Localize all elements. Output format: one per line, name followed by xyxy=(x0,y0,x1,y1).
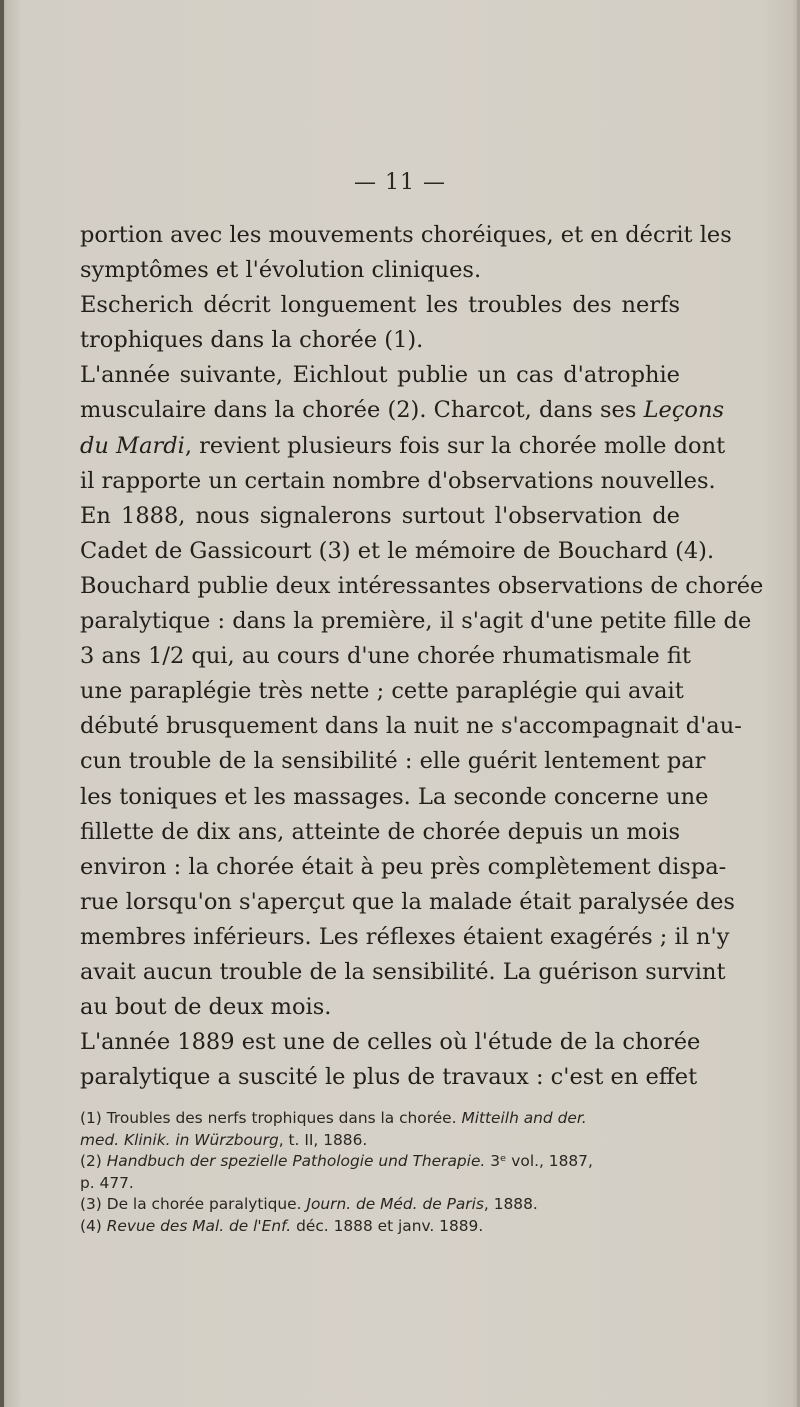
footnote-line xyxy=(80,1194,680,1216)
footnote-text: , 1888. xyxy=(483,1195,538,1214)
text-line: paralytique : dans la première, il s'agit d'une petite fille de xyxy=(80,608,752,635)
text-line: L'année suivante, Eichlout publie un cas d'atrophie xyxy=(80,362,680,389)
paragraph-3 xyxy=(80,358,726,498)
text-line: fillette de dix ans, atteinte de chorée depuis un mois xyxy=(80,818,680,845)
text-line: environ : la chorée était à peu près complètement dispa- xyxy=(80,853,727,880)
italic-title: Leçons xyxy=(643,397,725,424)
text-line: Bouchard publie deux intéressantes observations de chorée xyxy=(80,572,764,599)
text-line: débuté brusquement dans la nuit ne s'accompagnait d'au- xyxy=(80,713,742,740)
text-line: paralytique a suscité le plus de travaux : c'est en effet xyxy=(80,1064,698,1091)
footnote-text: De la chorée paralytique. xyxy=(106,1195,302,1214)
footnotes xyxy=(80,1108,680,1238)
footnote-3 xyxy=(80,1194,680,1216)
text-line: L'année 1889 est une de celles où l'étude de la chorée xyxy=(80,1029,701,1056)
body-text xyxy=(80,218,764,1095)
footnote-text: déc. 1888 et janv. 1889. xyxy=(291,1216,484,1235)
footnote-number: (3) xyxy=(80,1195,102,1214)
paragraph-5 xyxy=(80,1025,701,1095)
footnote-italic: Handbuch der spezielle Pathologie und Therapie. xyxy=(106,1152,486,1171)
footnote-italic: med. Klinik. in Würzbourg xyxy=(80,1130,279,1149)
footnote-line xyxy=(80,1108,680,1130)
text-line: membres inférieurs. Les réflexes étaient exagérés ; il n'y xyxy=(80,923,730,950)
text-segment: musculaire dans la chorée (2). Charcot, dans ses xyxy=(80,397,637,424)
footnote-1 xyxy=(80,1108,680,1151)
text-line: Escherich décrit longuement les troubles des nerfs xyxy=(80,292,680,319)
paragraph-2 xyxy=(80,288,680,358)
text-line: une paraplégie très nette ; cette paraplégie qui avait xyxy=(80,678,684,705)
text-line: En 1888, nous signalerons surtout l'observation de xyxy=(80,502,680,529)
text-line: symptômes et l'évolution cliniques. xyxy=(80,257,482,284)
text-line: Cadet de Gassicourt (3) et le mémoire de Bouchard (4). xyxy=(80,537,715,564)
footnote-italic: Revue des Mal. de l'Enf. xyxy=(106,1216,292,1235)
footnote-text: Troubles des nerfs trophiques dans la chorée. xyxy=(106,1109,457,1127)
text-line: cun trouble de la sensibilité : elle guérit lentement par xyxy=(80,748,706,775)
text-line: trophiques dans la chorée (1). xyxy=(80,327,424,354)
text-line: au bout de deux mois. xyxy=(80,994,332,1021)
footnote-2 xyxy=(80,1151,680,1194)
italic-title: du Mardi xyxy=(80,432,185,459)
text-segment: , revient plusieurs fois sur la chorée molle dont xyxy=(184,432,726,459)
text-line: il rapporte un certain nombre d'observations nouvelles. xyxy=(80,467,716,494)
footnote-text: 3ᵉ vol., 1887, xyxy=(485,1152,593,1171)
footnote-4 xyxy=(80,1216,680,1238)
footnote-line xyxy=(80,1216,680,1238)
paragraph-1 xyxy=(80,218,732,288)
text-line: rue lorsqu'on s'aperçut que la malade était paralysée des xyxy=(80,888,735,915)
footnote-number: (1) xyxy=(80,1109,102,1127)
text-line: avait aucun trouble de la sensibilité. La guérison survint xyxy=(80,958,726,985)
text-line xyxy=(80,393,725,428)
footnote-number: (2) xyxy=(80,1152,102,1171)
text-line: 3 ans 1/2 qui, au cours d'une chorée rhumatismale fit xyxy=(80,643,691,670)
footnote-number: (4) xyxy=(80,1216,102,1235)
footnote-line xyxy=(80,1151,680,1173)
footnote-line xyxy=(80,1130,680,1152)
paragraph-4 xyxy=(80,499,764,1025)
text-line xyxy=(80,429,726,464)
footnote-text: , t. II, 1886. xyxy=(278,1130,368,1149)
footnote-italic: Mitteilh and der. xyxy=(461,1109,587,1127)
page-binding-edge xyxy=(0,0,4,1407)
footnote-line: p. 477. xyxy=(80,1173,134,1192)
text-line: portion avec les mouvements choréiques, et en décrit les xyxy=(80,222,732,248)
footnote-italic: Journ. de Méd. de Paris xyxy=(306,1195,484,1214)
page-number: — 11 — xyxy=(354,170,446,195)
text-line: les toniques et les massages. La seconde concerne une xyxy=(80,783,709,810)
